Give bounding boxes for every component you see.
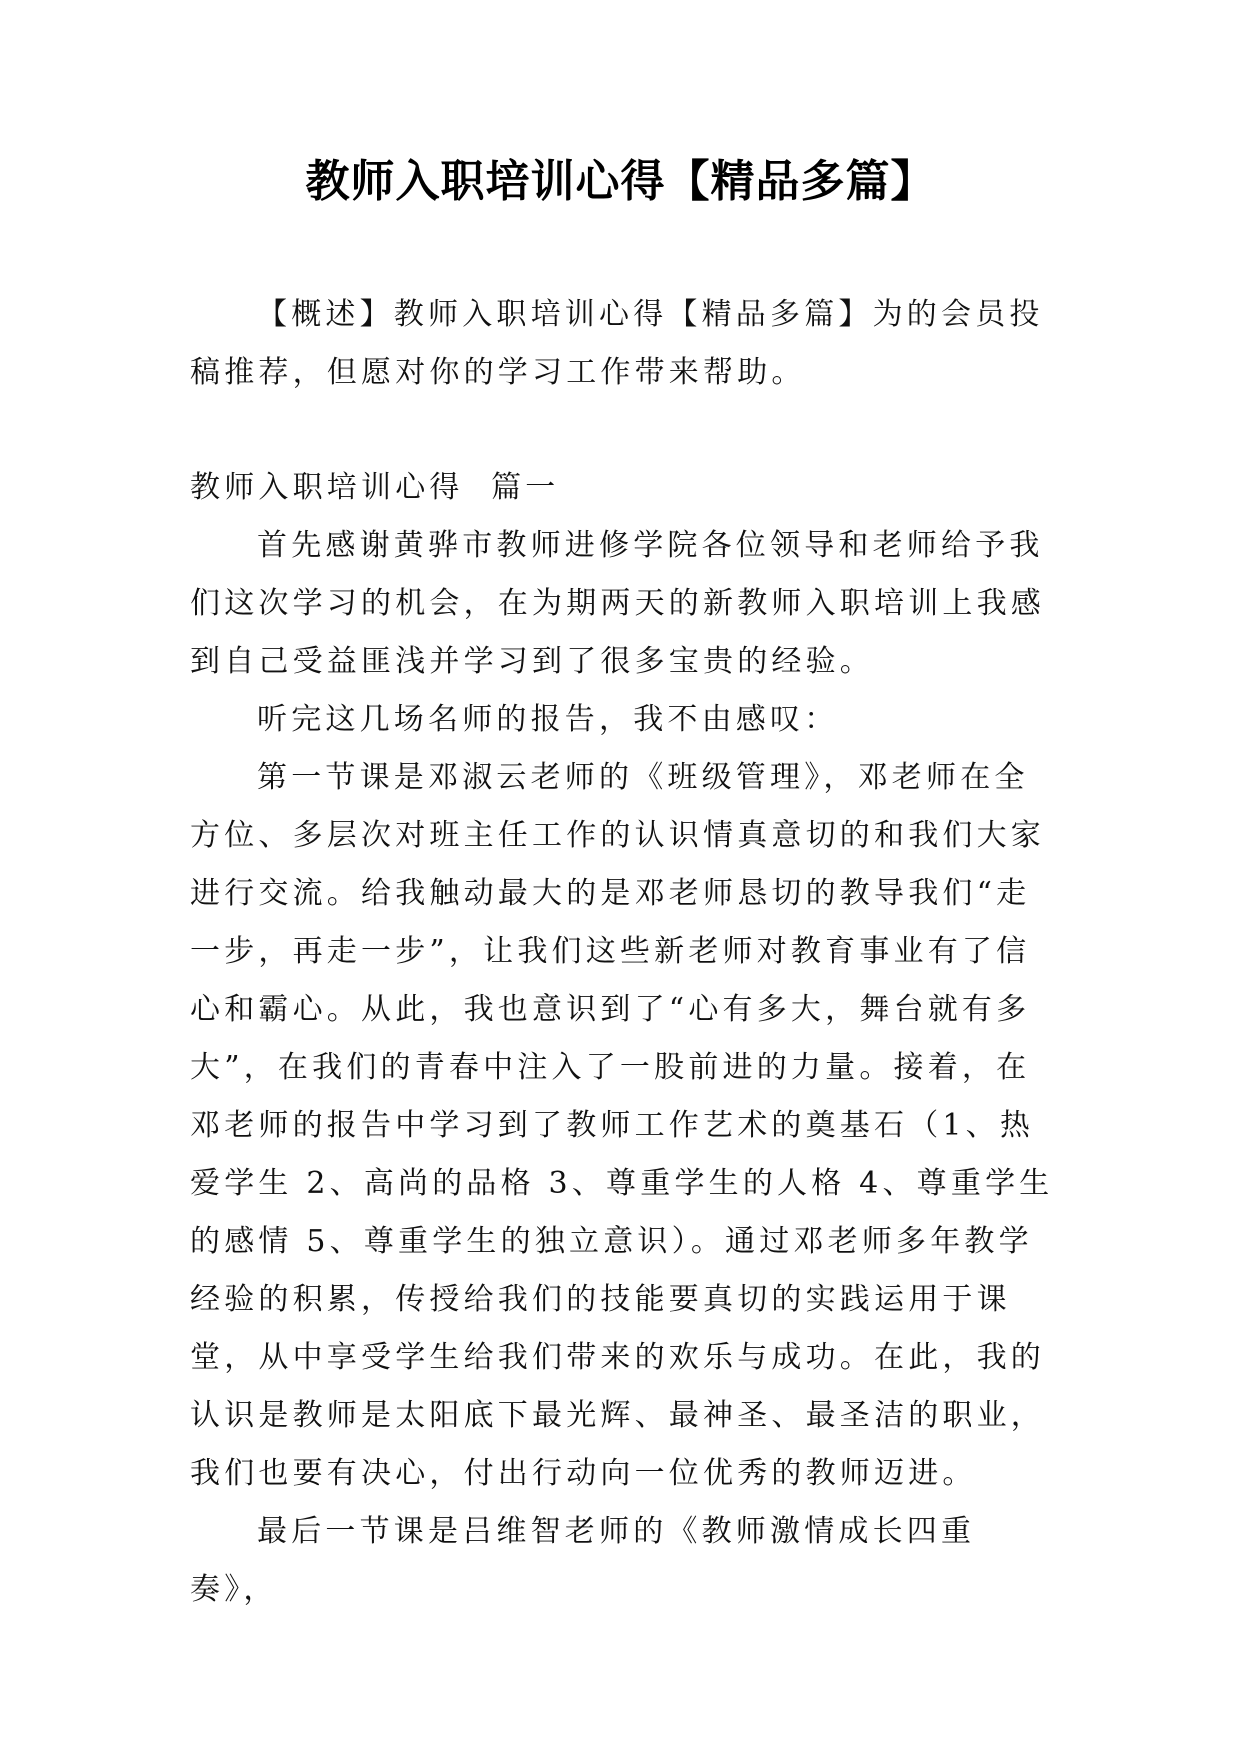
body-paragraph: 首先感谢黄骅市教师进修学院各位领导和老师给予我们这次学习的机会，在为期两天的新教师入职培训上我感到自己受益匪浅并学习到了很多宝贵的经验。 [190, 528, 1045, 679]
section-heading: 教师入职培训心得 篇一 [190, 470, 560, 505]
summary-text: 【概述】教师入职培训心得【精品多篇】为的会员投稿推荐，但愿对你的学习工作带来帮助。 [190, 297, 1044, 390]
body-paragraph: 听完这几场名师的报告，我不由感叹： [257, 702, 839, 737]
summary-paragraph [190, 286, 1060, 402]
body-paragraph: 第一节课是邓淑云老师的《班级管理》，邓老师在全方位、多层次对班主任工作的认识情真意切的和我们大家进行交流。给我触动最大的是邓老师恳切的教导我们“走一步，再走一步”，让我们这些新老师对教育事业有了信心和霸心。从此，我也意识到了“心有多大，舞台就有多大”，在我们的青春中注入了一股前进的力量。接着，在邓老师的报告中学习到了教师工作艺术的奠基石（1、热爱学生 2、高尚的品格 3、尊重学生的人格 4、尊重学生的感情 5、尊重学生的独立意识）。通过邓老师多年教学经验的积累，传授给我们的技能要真切的实践运用于课堂，从中享受学生给我们带来的欢乐与成功。在此，我的认识是教师是太阳底下最光辉、最神圣、最圣洁的职业，我们也要有决心，付出行动向一位优秀的教师迈进。 [190, 760, 1054, 1491]
body-paragraph: 最后一节课是吕维智老师的《教师激情成长四重奏》， [190, 1514, 976, 1607]
document-title: 教师入职培训心得【精品多篇】 [305, 156, 936, 207]
section-one [190, 459, 1060, 1619]
